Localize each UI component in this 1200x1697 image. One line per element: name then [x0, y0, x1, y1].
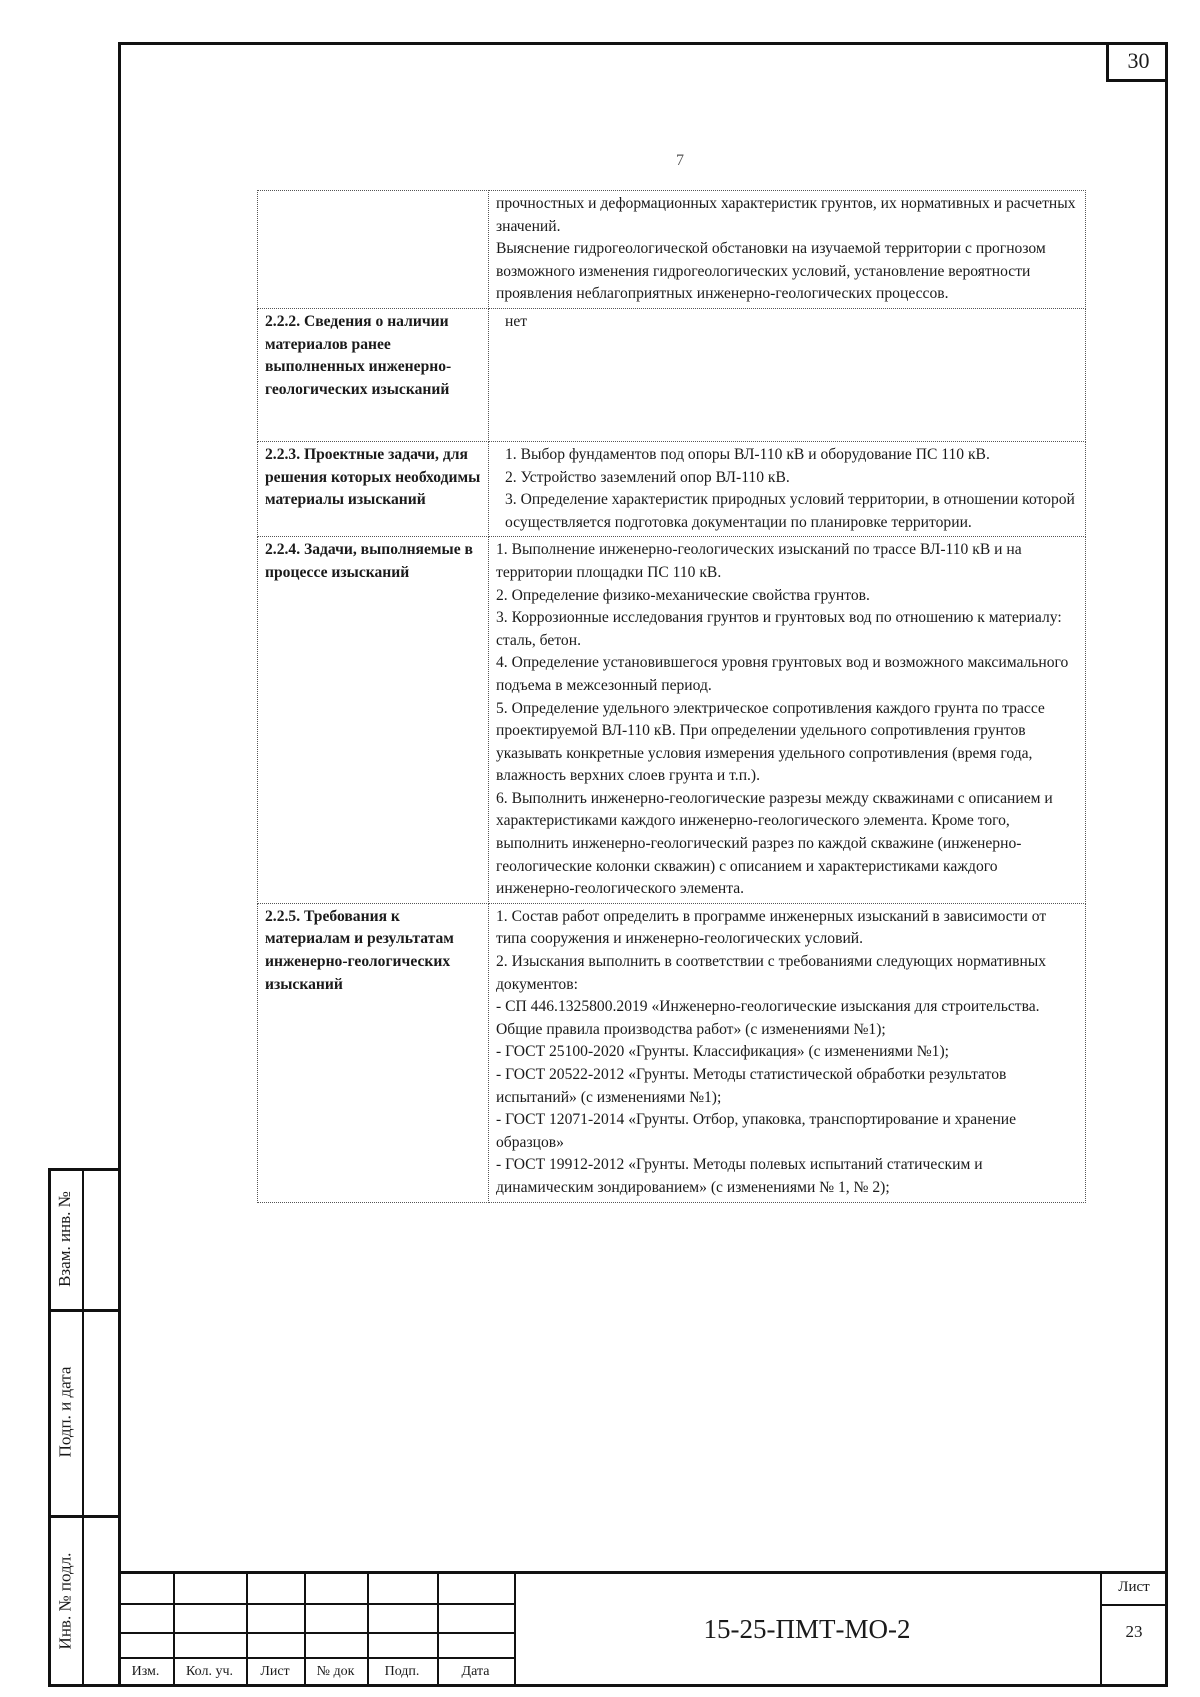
- row-content: [489, 537, 1086, 904]
- content-line: нет: [505, 312, 528, 330]
- row-label: 2.2.5. Требования к материалам и результатам инженерно-геологических изысканий: [258, 903, 489, 1202]
- row-label: 2.2.4. Задачи, выполняемые в процессе изысканий: [258, 537, 489, 904]
- content-line: - ГОСТ 12071-2014 «Грунты. Отбор, упаковка, транспортирование и хранение образцов»: [496, 1111, 1017, 1151]
- title-block-line: [118, 1603, 514, 1605]
- inv-podl-label: Инв. № подл.: [55, 1552, 74, 1650]
- col-kol-uch: Кол. уч.: [186, 1664, 233, 1679]
- row-label: 2.2.3. Проектные задачи, для решения которых необходимы материалы изысканий: [258, 441, 489, 536]
- content-line: 1. Состав работ определить в программе инженерных изысканий в зависимости от типа сооружения и инженерно-геологических условий.: [496, 907, 1047, 948]
- content-line: 3. Коррозионные исследования грунтов и грунтовых вод по отношению к материалу: сталь, бетон.: [496, 609, 1062, 649]
- content-line: 3. Определение характеристик природных условий территории, в отношении которой осуществляется подготовка документации по планировке территории.: [505, 491, 1075, 531]
- row-content: [489, 903, 1086, 1202]
- content-line: 2. Изыскания выполнить в соответствии с требованиями следующих нормативных документов:: [496, 953, 1047, 993]
- table-row: [258, 903, 1086, 1202]
- content-line: 5. Определение удельного электрическое сопротивления каждого грунта по трассе проектируемой ВЛ-110 кВ. При определении удельного сопротивления грунтов указывать конкретные условия измерения удельного сопротивления (время года, влажность верхних слоев грунта и т.п.).: [496, 699, 1045, 785]
- table-row: [258, 537, 1086, 904]
- requirements-table: [257, 190, 1086, 1203]
- sheet-label: Лист: [1118, 1579, 1150, 1595]
- sheet-number: 23: [1125, 1622, 1143, 1641]
- col-n-dok: № док: [316, 1664, 355, 1679]
- content-line: - ГОСТ 25100-2020 «Грунты. Классификация» (с изменениями №1);: [496, 1043, 949, 1061]
- table-row: [258, 191, 1086, 309]
- col-izm: Изм.: [131, 1664, 160, 1679]
- content-line: - СП 446.1325800.2019 «Инженерно-геологические изыскания для строительства. Общие правила производства работ» (с изменениями №1);: [496, 998, 1040, 1038]
- content-line: 4. Определение установившегося уровня грунтовых вод и возможного максимального подъема в межсезонный период.: [496, 654, 1069, 694]
- row-label: [258, 191, 489, 309]
- col-podp: Подп.: [384, 1664, 420, 1679]
- sheet-number-top: 30: [1106, 42, 1168, 82]
- row-content: [489, 308, 1086, 441]
- content-line: Выяснение гидрогеологической обстановки на изучаемой территории с прогнозом возможного изменения гидрогеологических условий, установление вероятности проявления неблагоприятных инженерно-геологических процессов.: [496, 240, 1046, 303]
- title-block-line: [118, 1632, 514, 1634]
- side-stamp-divider: [82, 1168, 84, 1687]
- table-row: [258, 308, 1086, 441]
- sheet-box-line: [1100, 1604, 1168, 1606]
- vzam-inv-label: Взам. инв. №: [55, 1190, 74, 1287]
- content-line: - ГОСТ 19912-2012 «Грунты. Методы полевых испытаний статическим и динамическим зондированием» (с изменениями № 1, № 2);: [496, 1156, 983, 1196]
- row-content: [489, 191, 1086, 309]
- podp-data-label: Подп. и дата: [55, 1366, 75, 1458]
- row-content: [489, 441, 1086, 536]
- content-line: 2. Устройство заземлений опор ВЛ-110 кВ.: [505, 468, 790, 486]
- col-list: Лист: [260, 1664, 290, 1679]
- content-line: - ГОСТ 20522-2012 «Грунты. Методы статистической обработки результатов испытаний» (с изменениями №1);: [496, 1066, 1007, 1106]
- table-row: [258, 441, 1086, 536]
- content-line: 1. Выбор фундаментов под опоры ВЛ-110 кВ и оборудование ПС 110 кВ.: [505, 445, 990, 463]
- inner-page-number: 7: [676, 152, 684, 169]
- row-label: 2.2.2. Сведения о наличии материалов ранее выполненных инженерно-геологических изысканий: [258, 308, 489, 441]
- content-line: прочностных и деформационных характеристик грунтов, их нормативных и расчетных значений.: [496, 195, 1076, 235]
- content-line: 2. Определение физико-механические свойства грунтов.: [496, 586, 870, 604]
- content-line: 1. Выполнение инженерно-геологических изысканий по трассе ВЛ-110 кВ и на территории площадки ПС 110 кВ.: [496, 541, 1022, 581]
- content-line: 6. Выполнить инженерно-геологические разрезы между скважинами с описанием и характеристиками каждого инженерно-геологического элемента. Кроме того, выполнить инженерно-геологический разрез по каждой скважине (инженерно-геологические колонки скважин) с описанием и характеристиками каждого инженерно-геологического элемента.: [496, 789, 1053, 898]
- title-block-line: [118, 1657, 514, 1659]
- document-code: 15-25-ПМТ-МО-2: [703, 1613, 911, 1644]
- col-data: Дата: [461, 1664, 490, 1679]
